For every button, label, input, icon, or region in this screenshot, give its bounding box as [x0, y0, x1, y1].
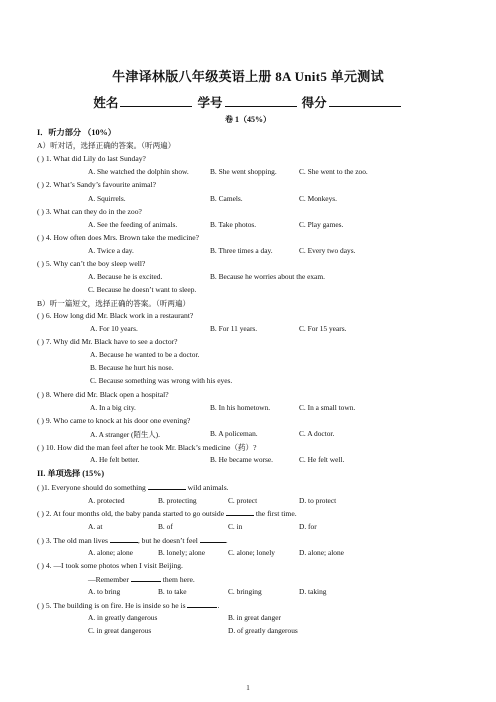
- mc-q1-option-a[interactable]: A. protected: [88, 496, 125, 505]
- mc-q2-blank[interactable]: [226, 508, 254, 516]
- score-blank[interactable]: [329, 95, 401, 107]
- listening-q5-option-a[interactable]: A. Because he is excited.: [88, 272, 163, 281]
- mc-q4-stem-line2: [88, 574, 195, 584]
- mc-q1-stem: [37, 482, 229, 492]
- mc-q5-option-b[interactable]: B. in great danger: [228, 613, 281, 622]
- listening-q3-option-b[interactable]: B. Take photos.: [210, 220, 257, 229]
- mc-q3-stem: [37, 535, 228, 545]
- mc-q3-blank-1[interactable]: [110, 535, 138, 543]
- mc-q4-option-d[interactable]: D. taking: [299, 587, 327, 596]
- listening-q1-stem: ( ) 1. What did Lily do last Sunday?: [37, 154, 146, 163]
- mc-q3-blank-2[interactable]: [200, 535, 226, 543]
- listening-q5-stem: ( ) 5. Why can’t the boy sleep well?: [37, 259, 146, 268]
- listening-q6-option-a[interactable]: A. For 10 years.: [90, 324, 138, 333]
- mc-q3-option-a[interactable]: A. alone; alone: [88, 548, 133, 557]
- mc-q2-option-a[interactable]: A. at: [88, 522, 103, 531]
- listening-q8-option-c[interactable]: C. In a small town.: [299, 403, 356, 412]
- listening-q3-option-c[interactable]: C. Play games.: [299, 220, 344, 229]
- name-label: 姓名: [93, 96, 119, 110]
- listening-q10-stem: ( ) 10. How did the man feel after he took Mr. Black’s medicine（药）?: [37, 443, 257, 452]
- page-number: 1: [246, 684, 250, 692]
- mc-q1-blank[interactable]: [148, 482, 186, 490]
- mc-q5-stem-post: .: [217, 601, 220, 610]
- mc-q4-stem-line1: ( ) 4. —I took some photos when I visit Beijing.: [37, 561, 183, 570]
- mc-q4-option-a[interactable]: A. to bring: [88, 587, 121, 596]
- mc-q4-stem-pre: —Remember: [88, 575, 129, 584]
- listening-q4-option-c[interactable]: C. Every two days.: [299, 246, 356, 255]
- mc-q5-blank[interactable]: [187, 600, 220, 610]
- mc-q3-stem-post: .: [225, 536, 228, 545]
- mc-q3-stem-pre: ( ) 3. The old man lives: [37, 536, 108, 545]
- student-info-row: [0, 93, 496, 111]
- mc-q4-stem-post: them here.: [162, 575, 195, 584]
- mc-q2-option-d[interactable]: D. for: [299, 522, 317, 531]
- listening-q9-option-a[interactable]: A. A stranger (陌生人).: [90, 430, 160, 439]
- listening-q9-stem: ( ) 9. Who came to knock at his door one evening?: [37, 416, 191, 425]
- listening-q4-stem: ( ) 4. How often does Mrs. Brown take the medicine?: [37, 233, 199, 242]
- mc-q1-option-d[interactable]: D. to protect: [299, 496, 337, 505]
- mc-q1-option-b[interactable]: B. protecting: [158, 496, 197, 505]
- listening-q2-option-c[interactable]: C. Monkeys.: [299, 194, 337, 203]
- listening-q8-option-a[interactable]: A. In a big city.: [90, 403, 136, 412]
- listening-q9-option-c[interactable]: C. A doctor.: [299, 429, 335, 438]
- mc-q2-stem-post: the first time.: [255, 509, 297, 518]
- part1-a-instructions: A）听对话，选择正确的答案。（听两遍）: [37, 141, 176, 150]
- listening-q6-stem: ( ) 6. How long did Mr. Black work in a restaurant?: [37, 311, 194, 320]
- mc-q4-option-b[interactable]: B. to take: [158, 587, 187, 596]
- mc-q3-option-c[interactable]: C. alone; lonely: [228, 548, 276, 557]
- listening-q4-option-b[interactable]: B. Three times a day.: [210, 246, 273, 255]
- mc-q5-stem: [37, 600, 219, 610]
- mc-q2-stem: [37, 508, 297, 518]
- mc-q5-option-c[interactable]: C. in great dangerous: [88, 626, 152, 635]
- mc-q2-stem-pre: ( ) 2. At four months old, the baby panda started to go outside: [37, 509, 225, 518]
- listening-q9-option-b[interactable]: B. A policeman.: [210, 429, 258, 438]
- mc-q1-stem-post: wild animals.: [187, 483, 229, 492]
- listening-q2-stem: ( ) 2. What’s Sandy’s favourite animal?: [37, 180, 157, 189]
- mc-q3-stem-mid: , but he doesn’t feel: [137, 536, 198, 545]
- listening-q10-option-c[interactable]: C. He felt well.: [299, 455, 345, 464]
- document-title: 牛津译林版八年级英语上册 8A Unit5 单元测试: [112, 69, 384, 84]
- mc-q3-option-b[interactable]: B. lonely; alone: [158, 548, 206, 557]
- listening-q8-stem: ( ) 8. Where did Mr. Black open a hospital?: [37, 390, 169, 399]
- mc-q4-blank[interactable]: [131, 574, 161, 582]
- listening-q4-option-a[interactable]: A. Twice a day.: [88, 246, 134, 255]
- listening-q7-option-c[interactable]: C. Because something was wrong with his eyes.: [90, 376, 233, 385]
- mc-q4-option-c[interactable]: C. bringing: [228, 587, 262, 596]
- listening-q6-option-c[interactable]: C. For 15 years.: [299, 324, 347, 333]
- listening-q7-option-b[interactable]: B. Because he hurt his nose.: [90, 363, 174, 372]
- mc-q1-option-c[interactable]: C. protect: [228, 496, 258, 505]
- mc-q2-option-c[interactable]: C. in: [228, 522, 243, 531]
- mc-q5-option-a[interactable]: A. in greatly dangerous: [88, 613, 158, 622]
- mc-q5-option-d[interactable]: D. of greatly dangerous: [228, 626, 298, 635]
- mc-q2-option-b[interactable]: B. of: [158, 522, 173, 531]
- listening-q7-stem: ( ) 7. Why did Mr. Black have to see a doctor?: [37, 337, 178, 346]
- listening-q1-option-b[interactable]: B. She went shopping.: [210, 167, 277, 176]
- listening-q6-option-b[interactable]: B. For 11 years.: [210, 324, 258, 333]
- listening-q5-option-b[interactable]: B. Because he worries about the exam.: [210, 272, 325, 281]
- mc-q3-option-d[interactable]: D. alone; alone: [299, 548, 344, 557]
- listening-q1-option-c[interactable]: C. She went to the zoo.: [299, 167, 368, 176]
- id-label: 学号: [197, 96, 223, 110]
- listening-q3-stem: ( ) 3. What can they do in the zoo?: [37, 207, 142, 216]
- listening-q5-option-c[interactable]: C. Because he doesn’t want to sleep.: [88, 285, 197, 294]
- listening-q2-option-b[interactable]: B. Camels.: [210, 194, 243, 203]
- listening-q7-option-a[interactable]: A. Because he wanted to be a doctor.: [90, 350, 200, 359]
- part1-heading: I．听力部分 （10%）: [37, 128, 116, 137]
- part1-b-instructions: B）听一篇短文，选择正确的答案。（听两遍）: [37, 299, 191, 308]
- score-label: 得分: [301, 96, 327, 110]
- listening-q10-option-b[interactable]: B. He became worse.: [210, 455, 274, 464]
- listening-q2-option-a[interactable]: A. Squirrels.: [88, 194, 126, 203]
- id-blank[interactable]: [225, 95, 297, 107]
- mc-q1-stem-pre: ( )1. Everyone should do something: [37, 483, 146, 492]
- listening-q8-option-b[interactable]: B. In his hometown.: [210, 403, 271, 412]
- mc-q5-stem-pre: ( ) 5. The building is on fire. He is inside so he is: [37, 601, 186, 610]
- listening-q3-option-a[interactable]: A. See the feeding of animals.: [88, 220, 178, 229]
- name-blank[interactable]: [120, 95, 192, 107]
- listening-q10-option-a[interactable]: A. He felt better.: [90, 455, 140, 464]
- listening-q1-option-a[interactable]: A. She watched the dolphin show.: [88, 167, 189, 176]
- section-label: 卷 1（45%）: [225, 115, 271, 124]
- part2-heading: II. 单项选择 (15%): [37, 469, 105, 478]
